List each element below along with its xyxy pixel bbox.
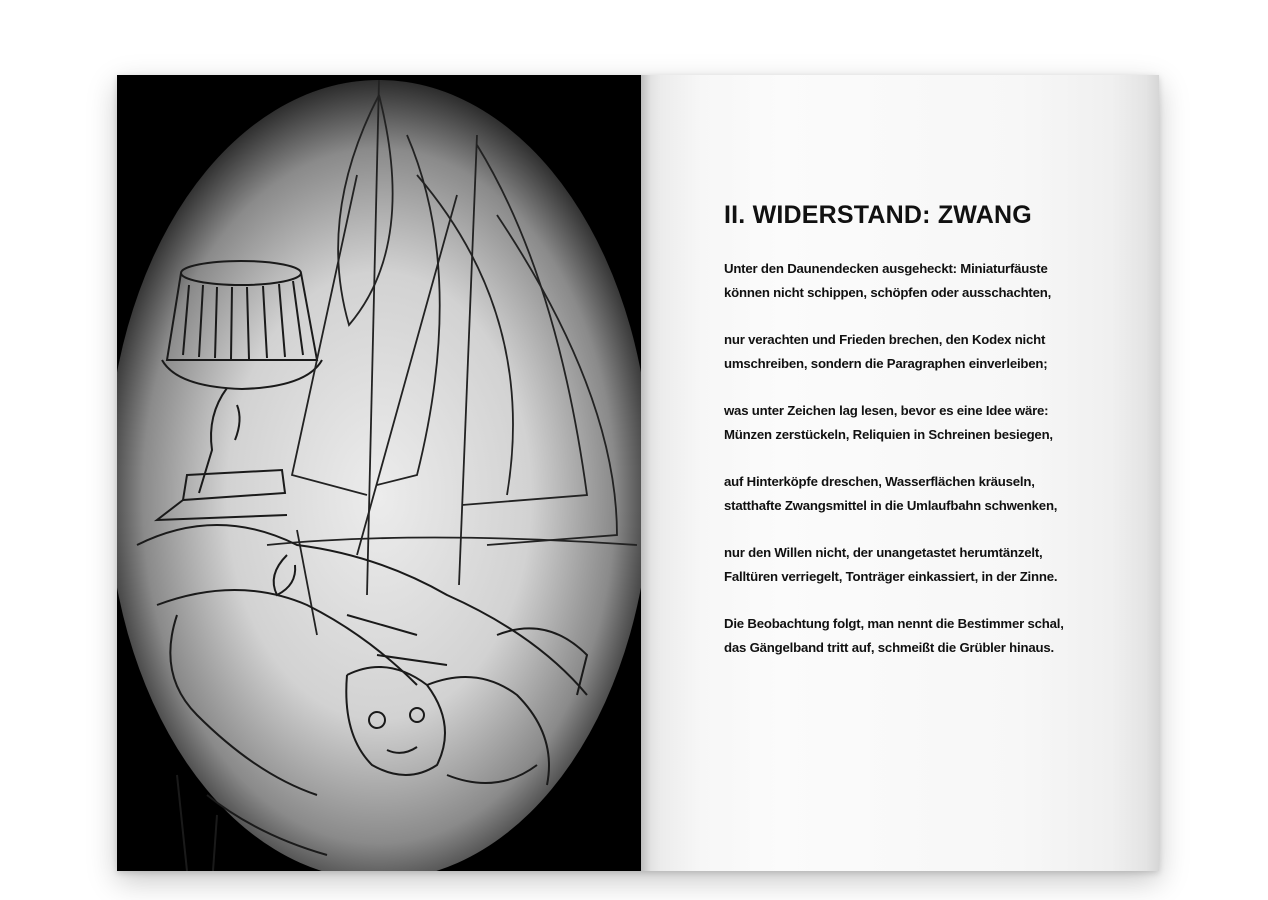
poem-line: Falltüren verriegelt, Tonträger einkassiert, in der Zinne. [724, 568, 1058, 584]
poem-line: nur den Willen nicht, der unangetastet herumtänzelt, [724, 545, 1043, 560]
sketch-illustration [117, 75, 641, 871]
poem-body [724, 257, 1144, 683]
poem-line: statthafte Zwangsmittel in die Umlaufbahn schwenken, [724, 497, 1058, 513]
poem-line: Unter den Daunendecken ausgeheckt: Miniaturfäuste [724, 261, 1048, 276]
stanza-3 [724, 399, 1144, 446]
stanza-6 [724, 612, 1144, 659]
poem-line: nur verachten und Frieden brechen, den Kodex nicht [724, 332, 1046, 347]
poem-line: Die Beobachtung folgt, man nennt die Bestimmer schal, [724, 616, 1064, 631]
right-page [641, 75, 1159, 871]
poem-line: auf Hinterköpfe dreschen, Wasserflächen kräuseln, [724, 474, 1035, 489]
poem-line: Münzen zerstückeln, Reliquien in Schreinen besiegen, [724, 426, 1053, 442]
poem-line: können nicht schippen, schöpfen oder ausschachten, [724, 284, 1052, 300]
stanza-4 [724, 470, 1144, 517]
left-page [117, 75, 641, 871]
stanza-2 [724, 328, 1144, 375]
poem-line: umschreiben, sondern die Paragraphen einverleiben; [724, 355, 1048, 371]
stanza-5 [724, 541, 1144, 588]
poem-line: das Gängelband tritt auf, schmeißt die Grübler hinaus. [724, 639, 1054, 655]
poem-title: II. WIDERSTAND: ZWANG [724, 201, 1032, 229]
poem-line: was unter Zeichen lag lesen, bevor es eine Idee wäre: [724, 403, 1049, 418]
stanza-1 [724, 257, 1144, 304]
